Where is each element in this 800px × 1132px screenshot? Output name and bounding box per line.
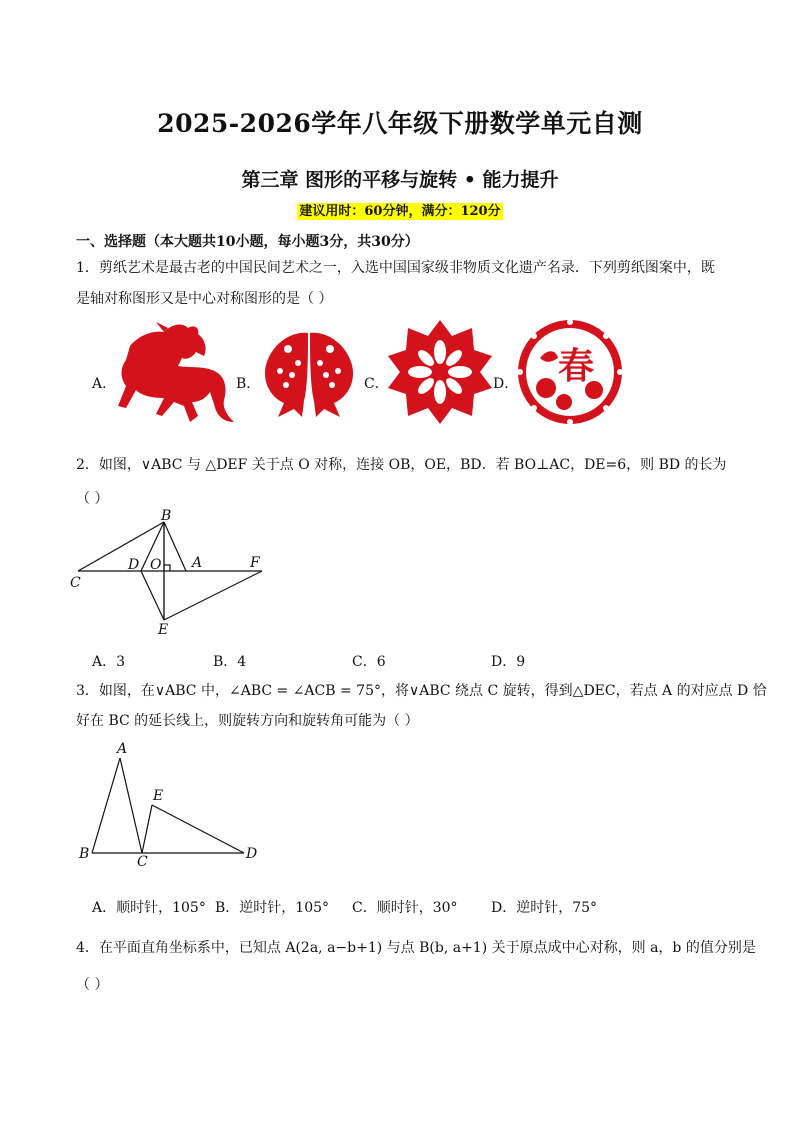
q4-line2: （ ） [76,977,109,993]
q3-line1: 3．如图，在∨ABC 中，∠ABC = ∠ACB = 75°，将∨ABC 绕点 C 旋转，得到△DEC，若点 A 的对应点 D 恰 [76,683,767,699]
q3-label-b: B [79,846,90,862]
q1-option-d: D． [493,376,519,392]
q3-label-c: C [137,854,148,870]
q3-geometry-figure [74,738,274,870]
spring-character-art: 春 [557,346,595,387]
flower-papercut-image [386,318,494,426]
q2-option-d: D．9 [491,654,526,670]
chapter-subtitle: 第三章 图形的平移与旋转 • 能力提升 [241,169,559,191]
section-heading: 一、选择题（本大题共10小题，每小题3分，共30分） [76,234,419,250]
q3-option-a: A．顺时针，105° [92,900,206,916]
page-title: 2025-2026学年八年级下册数学单元自测 [157,109,643,138]
time-note-wrap [0,200,800,219]
q2-line2: （ ） [76,491,109,507]
q3-line2: 好在 BC 的延长线上，则旋转方向和旋转角可能为（ ） [76,713,419,729]
q2-option-b: B．4 [213,654,247,670]
spring-round-papercut-image [516,318,624,426]
time-note: 建议用时：60分钟，满分：120分 [299,204,501,219]
q3-option-b: B．逆时针，105° [215,900,330,916]
q2-label-f: F [250,555,260,571]
horse-papercut-image [112,318,234,424]
q3-option-d: D．逆时针，75° [491,900,598,916]
q1-option-b: B． [236,376,261,392]
q2-option-a: A．3 [92,654,126,670]
q2-label-c: C [70,575,81,591]
q1-line1: 1．剪纸艺术是最古老的中国民间艺术之一，入选中国国家级非物质文化遗产名录．下列剪纸图案中，既 [76,260,715,276]
twin-fish-papercut-image [258,325,360,419]
q3-label-d: D [246,846,258,862]
q2-label-a: A [192,555,203,571]
q2-label-b: B [161,508,172,524]
q2-geometry-figure [66,508,276,638]
q3-option-c: C．顺时针，30° [352,900,458,916]
q4-line1: 4．在平面直角坐标系中，已知点 A(2a, a−b+1) 与点 B(b, a+1) 关于原点成中心对称，则 a，b 的值分别是 [76,940,756,956]
q2-label-d: D [128,557,140,573]
q1-option-a: A． [92,376,117,392]
q2-label-e: E [158,622,169,638]
q3-label-e: E [153,788,164,804]
q2-option-c: C．6 [352,654,386,670]
q2-label-o: O [150,557,162,573]
q2-line1: 2．如图，∨ABC 与 △DEF 关于点 O 对称，连接 OB，OE，BD．若 BO⊥AC，DE=6，则 BD 的长为 [76,457,727,473]
q1-option-c: C． [364,376,389,392]
q3-label-a: A [117,741,128,757]
q1-line2: 是轴对称图形又是中心对称图形的是（ ） [76,291,333,307]
